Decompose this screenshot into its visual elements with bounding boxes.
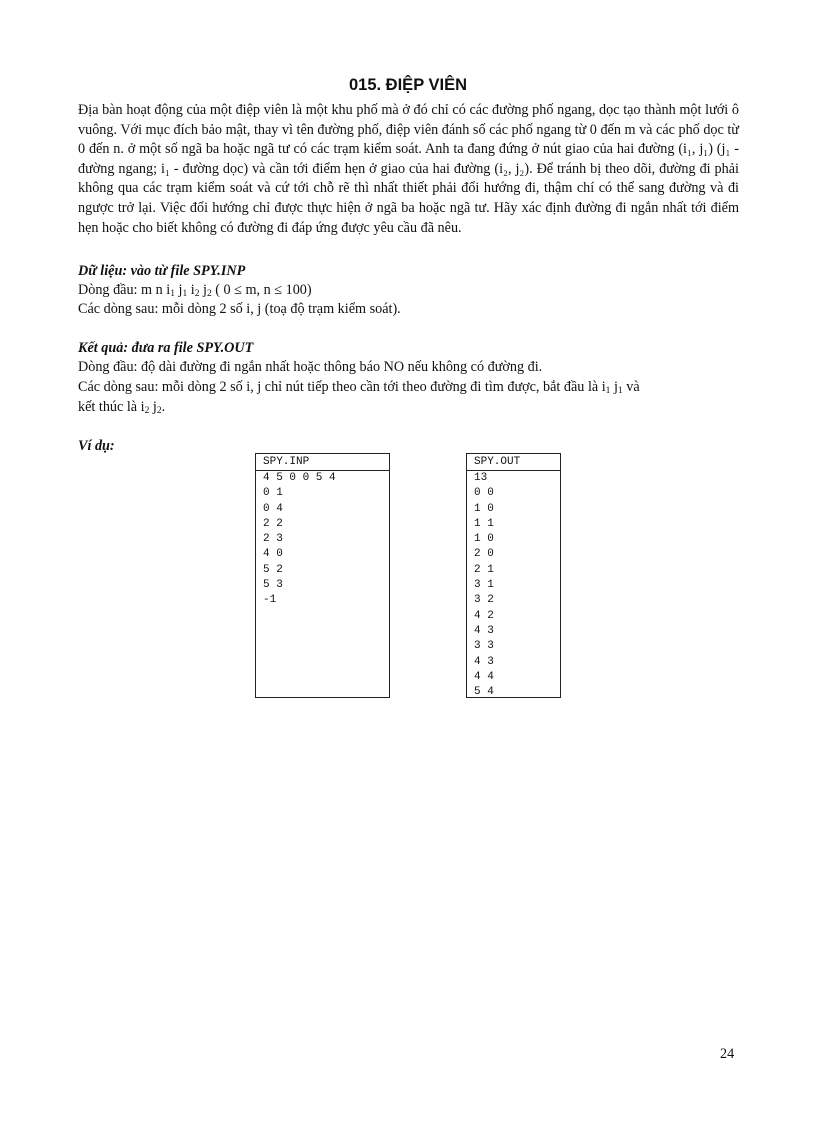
file-line: 4 3 (474, 655, 494, 668)
file-line: 5 3 (263, 579, 283, 592)
file-line: 2 1 (474, 563, 494, 576)
file-line: 5 4 (474, 686, 494, 699)
page-number: 24 (720, 1046, 735, 1062)
file-line: 5 2 (263, 563, 283, 576)
input-file-box (255, 453, 390, 698)
file-line: 3 2 (474, 594, 494, 607)
problem-description: Địa bàn hoạt động của một điệp viên là một khu phố mà ở đó chỉ có các đường phố ngang, dọc tạo thành một lưới ô vuông. Với mục đích bảo mật, thay vì tên đường phố, điệp viên đánh số các phố ngang từ 0 đến m và các phố dọc từ 0 đến n. ở một số ngã ba hoặc ngã tư có các trạm kiểm soát. Anh ta đang đứng ở nút giao của hai đường (i₁, j₁) (j₁ - đường ngang; i₁ - đường dọc) và cần tới điểm hẹn ở giao của hai đường (i₂, j₂). Để tránh bị theo dõi, đường đi phải không qua các trạm kiểm soát và cứ tới chỗ rẽ thì nhất thiết phải đổi hướng đi, thậm chí có thể sang đường và đi ngược trở lại. Việc đổi hướng chỉ được thực hiện ở ngã ba hoặc ngã tư. Hãy xác định đường đi ngắn nhất tới điểm hẹn hoặc cho biết không có đường đi đáp ứng được yêu cầu đã nêu. (78, 102, 739, 236)
output-heading: Kết quả: đưa ra file SPY.OUT (78, 340, 254, 356)
page-title: 015. ĐIỆP VIÊN (348, 76, 467, 94)
file-line: -1 (263, 594, 277, 607)
file-line: 1 1 (474, 517, 494, 530)
input-file-name: SPY.INP (256, 454, 389, 471)
file-line: 0 4 (263, 502, 283, 515)
file-line: 13 (474, 472, 488, 484)
file-line: 3 1 (474, 579, 494, 592)
output-file-name: SPY.OUT (467, 454, 560, 471)
file-line: 4 5 0 0 5 4 (263, 472, 336, 484)
file-line: 3 3 (474, 640, 494, 653)
file-line: 4 4 (474, 670, 494, 683)
file-line: 2 0 (474, 548, 494, 561)
file-line: 4 3 (474, 624, 494, 637)
output-line-3: kết thúc là $i_2$ $j_2$. (78, 399, 166, 416)
file-line: 4 0 (263, 548, 283, 561)
file-line: 2 3 (263, 533, 283, 546)
file-line: 1 0 (474, 533, 494, 546)
file-line: 0 1 (263, 487, 283, 500)
output-file-box (466, 453, 561, 698)
file-line: 4 2 (474, 609, 494, 622)
input-line-1: Dòng đầu: m n $i_1$ $j_1$ $i_2$ $j_2$ ( 0 ≤ m, n ≤ 100) (78, 282, 312, 299)
file-line: 0 0 (474, 487, 494, 500)
output-line-2: Các dòng sau: mỗi dòng 2 số i, j chỉ nút tiếp theo cần tới theo đường đi tìm được, bắt đầu là $i_1$ $j_1$ và (78, 379, 640, 396)
file-line: 2 2 (263, 517, 283, 530)
example-heading: Ví dụ: (78, 438, 115, 454)
input-line-2: Các dòng sau: mỗi dòng 2 số i, j (toạ độ trạm kiểm soát). (78, 301, 401, 317)
input-heading: Dữ liệu: vào từ file SPY.INP (78, 263, 246, 279)
file-line: 1 0 (474, 502, 494, 515)
output-line-1: Dòng đầu: độ dài đường đi ngắn nhất hoặc thông báo NO nếu không có đường đi. (78, 359, 543, 375)
